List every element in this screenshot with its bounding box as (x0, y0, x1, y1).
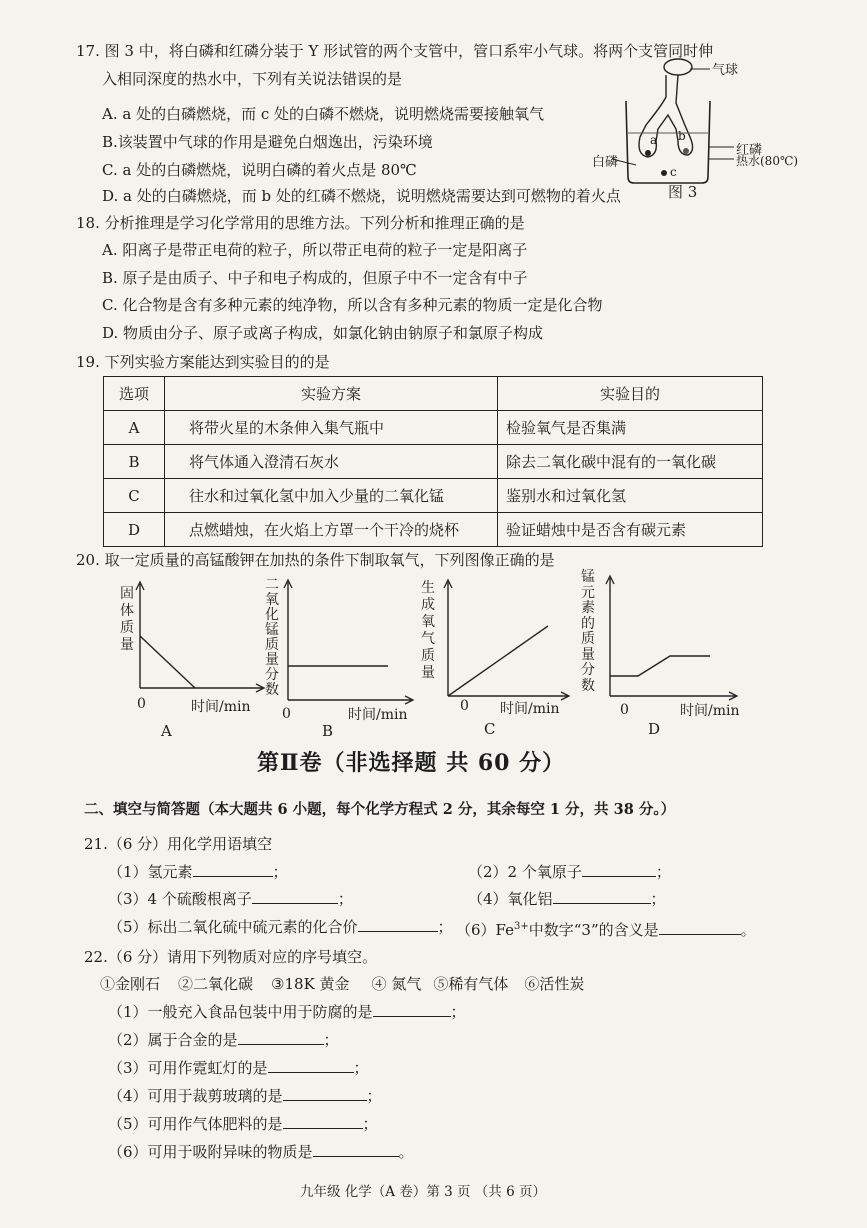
table-cell: 检验氧气是否集满 (498, 411, 763, 445)
q17-option-a: A. a 处的白磷燃烧，而 c 处的白磷不燃烧，说明燃烧需要接触氧气 (102, 105, 545, 123)
answer-blank[interactable] (193, 860, 273, 877)
answer-blank[interactable] (283, 1084, 367, 1101)
q17-stem-line2: 入相同深度的热水中，下列有关说法错误的是 (102, 70, 403, 88)
part-2-title: 第Ⅱ卷（非选择题 共 60 分） (257, 750, 566, 776)
answer-blank[interactable] (252, 887, 338, 904)
q21-item-6-label-rest: 中数字“3”的含义是 (528, 921, 659, 939)
graph-c (420, 578, 570, 738)
figure-point-a: a (650, 133, 658, 147)
q18-option-d: D. 物质由分子、原子或离子构成，如氯化钠由钠原子和氯原子构成 (102, 324, 544, 342)
figure-label-hot-water: 热水(80℃) (736, 154, 799, 168)
table-cell: 点燃蜡烛，在火焰上方罩一个干冷的烧杯 (165, 513, 498, 547)
graph-d-xlabel: 时间/min (680, 703, 740, 719)
table-row (104, 513, 763, 547)
graph-d-axes (578, 570, 748, 710)
q18-option-c: C. 化合物是含有多种元素的纯净物，所以含有多种元素的物质一定是化合物 (102, 296, 603, 314)
q21-item-6-label: （6）Fe (456, 921, 515, 939)
graph-b-letter: B (322, 722, 334, 740)
graph-c-ylabel: 生成氧气质量 (421, 580, 435, 681)
table-cell: D (104, 513, 165, 547)
table-cell: 将带火星的木条伸入集气瓶中 (165, 411, 498, 445)
table-row (104, 411, 763, 445)
q21-item-2 (468, 859, 671, 885)
q21-item-4 (468, 886, 666, 912)
q22-item-5-label: （5）可用作气体肥料的是 (108, 1115, 283, 1133)
q17-option-c: C. a 处的白磷燃烧，说明白磷的着火点是 80℃ (102, 161, 417, 179)
q21-item-6 (456, 914, 756, 943)
graph-a (115, 578, 265, 738)
graph-a-letter: A (161, 722, 172, 740)
graph-c-origin: 0 (460, 698, 469, 714)
q21-stem: 21.（6 分）用化学用语填空 (84, 835, 273, 853)
answer-blank[interactable] (358, 915, 438, 932)
q19-stem: 19. 下列实验方案能达到实验目的的是 (76, 353, 330, 371)
q21-item-2-semi: ； (655, 863, 671, 881)
q22-stem: 22.（6 分）请用下列物质对应的序号填空。 (84, 948, 378, 966)
q22-item-4 (108, 1083, 382, 1109)
figure-caption: 图 3 (668, 183, 698, 201)
figure-label-red-phosphorus: 红磷 (736, 143, 763, 158)
graph-b-xlabel: 时间/min (348, 707, 408, 723)
graph-d (578, 570, 748, 740)
q21-item-4-semi: ； (650, 890, 666, 908)
q22-substances (100, 971, 584, 997)
figure-3 (592, 55, 799, 205)
q21-item-5-semi: ； (437, 918, 453, 936)
page-footer: 九年级 化学（A 卷）第 3 页 （共 6 页） (300, 1184, 546, 1200)
q22-item-2-label: （2）属于合金的是 (108, 1031, 238, 1049)
substance-item: ⑥活性炭 (524, 975, 585, 993)
figure-label-white-phosphorus: 白磷 (592, 155, 619, 170)
q22-item-4-label: （4）可用于裁剪玻璃的是 (108, 1087, 283, 1105)
table-cell: 往水和过氧化氢中加入少量的二氧化锰 (165, 479, 498, 513)
q17-option-b: B.该装置中气球的作用是避免白烟逸出，污染环境 (102, 133, 433, 151)
graph-a-ylabel: 固体质量 (120, 586, 134, 653)
graph-a-xlabel: 时间/min (191, 699, 251, 715)
graph-d-letter: D (648, 720, 661, 738)
answer-blank[interactable] (268, 1056, 354, 1073)
q17-option-d: D. a 处的白磷燃烧，而 b 处的红磷不燃烧，说明燃烧需要达到可燃物的着火点 (102, 187, 621, 205)
substance-item: ③18K 黄金 (271, 975, 350, 993)
q21-item-1 (108, 859, 288, 885)
q21-item-5-label: （5）标出二氧化硫中硫元素的化合价 (108, 918, 358, 936)
substance-item: ⑤稀有气体 (433, 975, 509, 993)
graph-a-origin: 0 (137, 696, 146, 712)
q18-stem: 18. 分析推理是学习化学常用的思维方法。下列分析和推理正确的是 (76, 214, 525, 232)
answer-blank[interactable] (313, 1140, 399, 1157)
q19-table (103, 376, 763, 547)
table-cell: C (104, 479, 165, 513)
q21-item-6-period: 。 (740, 921, 756, 939)
table-cell: 鉴别水和过氧化氢 (498, 479, 763, 513)
table-cell: 验证蜡烛中是否含有碳元素 (498, 513, 763, 547)
answer-blank[interactable] (553, 887, 651, 904)
graph-c-axes (420, 578, 570, 718)
q22-item-1-semi: ； (450, 1003, 466, 1021)
q17-stem-line1: 17. 图 3 中，将白磷和红磷分装于 Y 形试管的两个支管中，管口系牢小气球。将两个支管同时伸 (76, 42, 714, 60)
answer-blank[interactable] (373, 1000, 451, 1017)
q21-item-3 (108, 886, 353, 912)
table-cell: 将气体通入澄清石灰水 (165, 445, 498, 479)
q18-option-b: B. 原子是由质子、中子和电子构成的，但原子中不一定含有中子 (102, 269, 528, 287)
table-row (104, 445, 763, 479)
substance-item: ④ 氮气 (371, 975, 422, 993)
table-row (104, 479, 763, 513)
table-header-purpose: 实验目的 (498, 377, 763, 411)
q21-item-2-label: （2）2 个氧原子 (468, 863, 582, 881)
answer-blank[interactable] (582, 860, 656, 877)
q21-item-3-label: （3）4 个硫酸根离子 (108, 890, 252, 908)
q21-item-5 (108, 914, 453, 940)
answer-blank[interactable] (238, 1028, 324, 1045)
table-header-row (104, 377, 763, 411)
graph-b-origin: 0 (282, 706, 291, 722)
q21-item-1-semi: ； (272, 863, 288, 881)
q22-item-2-semi: ； (323, 1031, 339, 1049)
q22-item-3-semi: ； (353, 1059, 369, 1077)
table-cell: A (104, 411, 165, 445)
figure-point-c: c (670, 165, 677, 179)
q21-item-3-semi: ； (337, 890, 353, 908)
graph-c-letter: C (484, 720, 496, 738)
figure-label-balloon: 气球 (712, 63, 739, 78)
q21-item-4-label: （4）氧化铝 (468, 890, 553, 908)
q22-item-6-period: 。 (398, 1143, 414, 1161)
figure-point-b: b (678, 129, 686, 143)
q22-item-5 (108, 1111, 378, 1137)
q22-item-3 (108, 1055, 369, 1081)
q20-stem: 20. 取一定质量的高锰酸钾在加热的条件下制取氧气，下列图像正确的是 (76, 551, 555, 569)
answer-blank[interactable] (283, 1112, 363, 1129)
q21-item-6-superscript: 3+ (514, 921, 529, 932)
graph-b-axes (264, 578, 414, 718)
q22-item-5-semi: ； (362, 1115, 378, 1133)
graph-d-origin: 0 (620, 702, 629, 718)
section-title: 二、填空与简答题（本大题共 6 小题，每个化学方程式 2 分，其余每空 1 分，共 38 分。） (84, 801, 676, 818)
q22-item-6-label: （6）可用于吸附异味的物质是 (108, 1143, 313, 1161)
table-cell: 除去二氧化碳中混有的一氧化碳 (498, 445, 763, 479)
q18-option-a: A. 阳离子是带正电荷的粒子，所以带正电荷的粒子一定是阳离子 (102, 241, 528, 259)
q22-item-2 (108, 1027, 339, 1053)
q22-item-3-label: （3）可用作霓虹灯的是 (108, 1059, 268, 1077)
table-header-plan: 实验方案 (165, 377, 498, 411)
graph-b-ylabel: 二氧化锰质量分数 (265, 577, 279, 698)
q22-item-6 (108, 1139, 414, 1165)
table-cell: B (104, 445, 165, 479)
table-header-option: 选项 (104, 377, 165, 411)
substance-item: ①金刚石 (100, 975, 161, 993)
q22-item-4-semi: ； (366, 1087, 382, 1105)
graph-c-xlabel: 时间/min (500, 701, 560, 717)
graph-a-curve (140, 636, 195, 688)
q22-item-1 (108, 999, 466, 1025)
q21-item-1-label: （1）氢元素 (108, 863, 193, 881)
graph-c-curve (448, 626, 548, 696)
graph-b (264, 578, 414, 738)
graph-d-ylabel: 锰元素的质量分数 (581, 569, 595, 694)
substance-item: ②二氧化碳 (178, 975, 254, 993)
q22-item-1-label: （1）一般充入食品包装中用于防腐的是 (108, 1003, 373, 1021)
answer-blank[interactable] (659, 918, 741, 935)
graph-d-curve (610, 656, 710, 676)
